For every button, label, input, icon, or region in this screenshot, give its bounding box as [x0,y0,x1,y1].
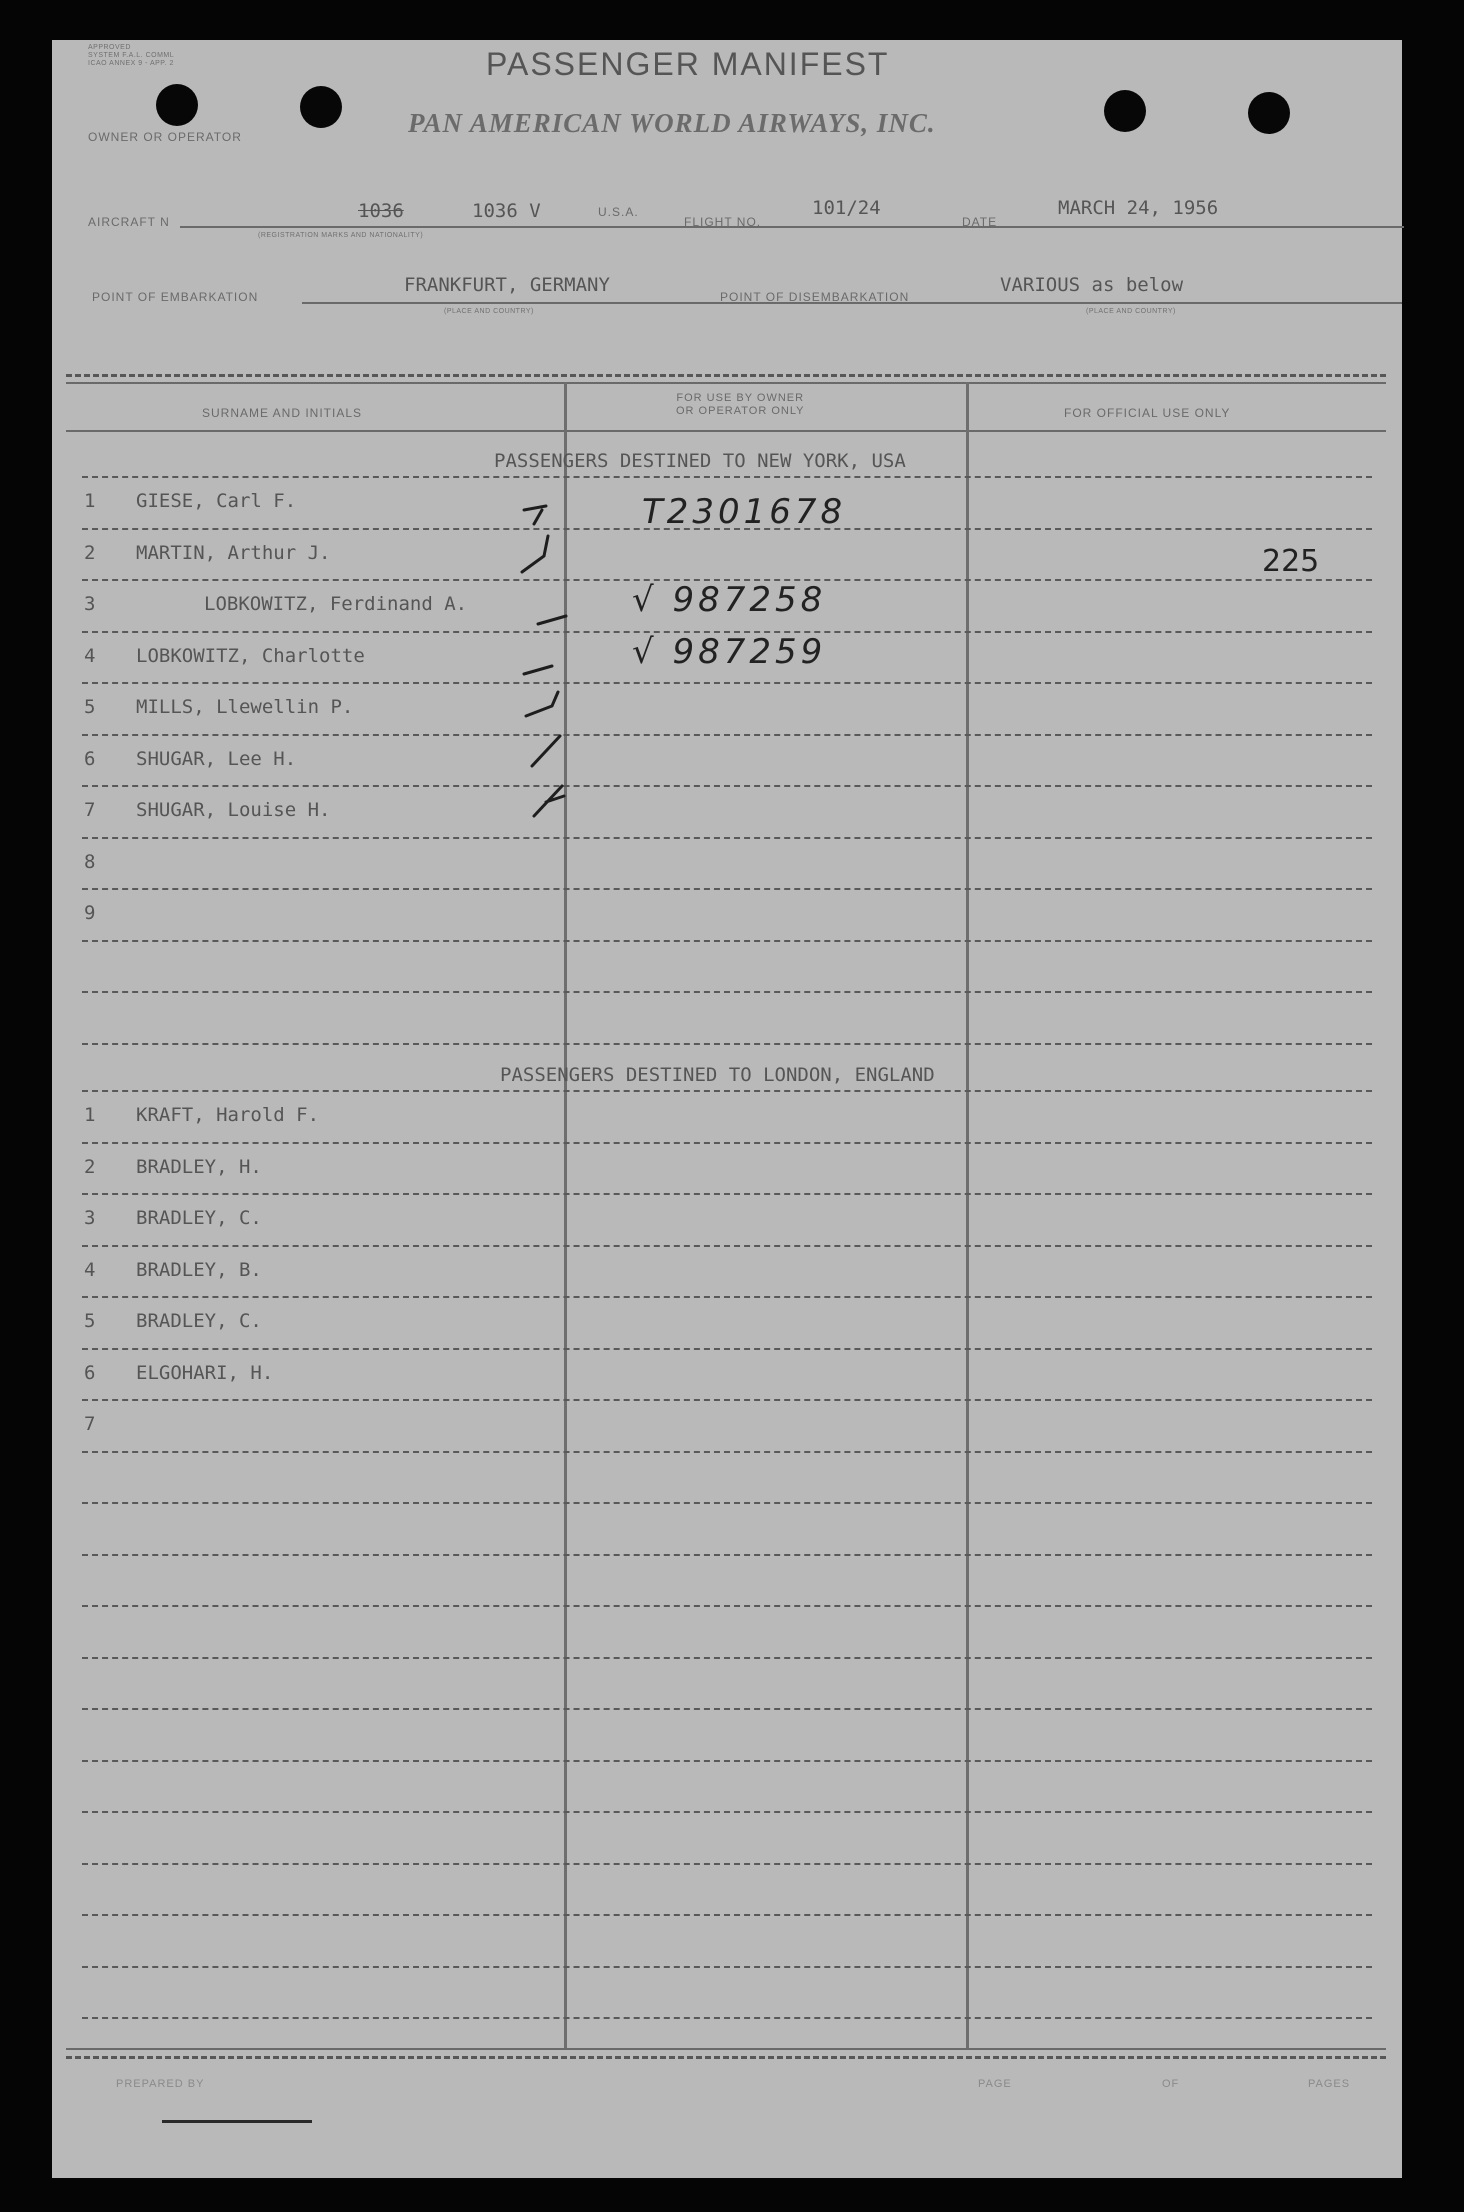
passenger-number: 4 [84,1258,96,1281]
passenger-number: 2 [84,1155,96,1178]
check-marks [512,496,572,886]
check-mark-icon [538,616,566,624]
embark-caption: (PLACE AND COUNTRY) [444,308,534,315]
aircraft-nationality: U.S.A. [598,205,639,219]
check-mark-icon [532,736,560,766]
col-official-use: FOR OFFICIAL USE ONLY [1064,406,1231,420]
passenger-name: GIESE, Carl F. [136,490,297,512]
date-value: MARCH 24, 1956 [1058,197,1219,219]
approval-line-3: ICAO ANNEX 9 - APP. 2 [88,60,174,67]
passenger-number: 8 [84,850,96,873]
check-mark-icon [524,506,546,524]
row-rule [82,940,1372,942]
passenger-name: SHUGAR, Lee H. [136,747,297,770]
row-rule [82,1399,1372,1401]
row-rule [82,682,1372,684]
row-rule [82,1296,1372,1298]
row-rule [82,1966,1372,1968]
embark-label: POINT OF EMBARKATION [92,290,259,304]
passenger-name: BRADLEY, C. [136,1207,262,1229]
check-mark-icon [526,692,558,716]
approval-stamp [88,44,174,68]
row-rule [82,2017,1372,2019]
passenger-number: 3 [84,1207,96,1229]
aircraft-caption: (REGISTRATION MARKS AND NATIONALITY) [258,232,424,239]
date-label: DATE [962,215,998,229]
approval-line-1: APPROVED [88,44,131,51]
col-owner-use-l1: FOR USE BY OWNER [676,392,805,404]
pages-label: PAGES [1308,2078,1351,2090]
row-rule [82,476,1372,478]
row-rule [82,1193,1372,1195]
row-rule [82,1863,1372,1865]
disembark-value: VARIOUS as below [1000,274,1184,296]
row-rule [82,785,1372,787]
row-rule [82,1657,1372,1659]
passenger-number: 4 [84,644,96,667]
row-rule [82,1605,1372,1607]
embark-value: FRANKFURT, GERMANY [404,274,610,296]
passenger-number: 1 [84,490,96,512]
header-rule [66,382,1386,384]
passenger-number: 9 [84,902,96,924]
passenger-number: 1 [84,1104,96,1126]
page-label: PAGE [978,2078,1012,2090]
passenger-number: 5 [84,1310,96,1332]
signature-mark [162,2120,312,2123]
row-rule [82,837,1372,839]
row-rule [82,1502,1372,1504]
column-header-rule [66,430,1386,432]
section-heading-new-york: PASSENGERS DESTINED TO NEW YORK, USA [494,450,906,472]
passenger-number: 6 [84,747,96,770]
check-mark-icon [524,666,552,674]
passenger-name: MARTIN, Arthur J. [136,541,331,564]
row-rule [82,1043,1372,1045]
punch-hole [156,84,198,126]
section-heading-london: PASSENGERS DESTINED TO LONDON, ENGLAND [500,1064,935,1086]
col-owner-use-l2: OR OPERATOR ONLY [676,405,805,417]
row-rule [82,1760,1372,1762]
footer-rule [66,2048,1386,2050]
punch-hole [1104,90,1146,132]
footer-rule [66,2056,1386,2059]
row-rule [82,991,1372,993]
row-rule [82,1348,1372,1350]
passenger-name: LOBKOWITZ, Ferdinand A. [204,593,468,615]
row-rule [82,734,1372,736]
page-title: PASSENGER MANIFEST [486,46,890,82]
row-rule [82,1811,1372,1813]
passenger-name: SHUGAR, Louise H. [136,799,331,821]
header-rule [66,374,1386,377]
disembark-label: POINT OF DISEMBARKATION [720,290,910,304]
passenger-name: LOBKOWITZ, Charlotte [136,644,365,667]
passenger-name: KRAFT, Harold F. [136,1104,320,1126]
punch-hole [300,86,342,128]
of-label: OF [1162,2078,1180,2090]
handwritten-note-row-4: √ 987259 [632,632,827,672]
check-mark-icon [522,536,548,572]
col-surname: SURNAME AND INITIALS [202,406,363,420]
row-rule [82,1090,1372,1092]
passenger-name: BRADLEY, C. [136,1310,262,1332]
handwritten-note-row-1: T2301678 [642,492,847,532]
row-rule [82,1914,1372,1916]
passenger-number: 7 [84,1413,96,1435]
passenger-name: BRADLEY, H. [136,1155,262,1178]
passenger-number: 2 [84,541,96,564]
disembark-caption: (PLACE AND COUNTRY) [1086,308,1176,315]
owner-label: OWNER OR OPERATOR [88,130,242,144]
owner-value: PAN AMERICAN WORLD AIRWAYS, INC. [408,108,936,138]
aircraft-underline [180,226,1404,228]
row-rule [82,888,1372,890]
flight-label: FLIGHT NO. [684,215,762,229]
row-rule [82,1245,1372,1247]
check-mark-icon [534,786,564,816]
approval-line-2: SYSTEM F.A.L. COMML [88,52,175,59]
passenger-number: 3 [84,593,96,615]
passenger-number: 7 [84,799,96,821]
row-rule [82,1708,1372,1710]
official-note-row-2: 225 [1262,544,1320,579]
passenger-number: 5 [84,696,96,718]
manifest-sheet [52,40,1402,2178]
flight-value: 101/24 [812,197,881,219]
row-rule [82,1451,1372,1453]
prepared-by-label: PREPARED BY [116,2078,205,2090]
aircraft-reg-struck: 1036 [358,200,404,222]
row-rule [82,1554,1372,1556]
aircraft-reg-value: 1036 V [472,200,541,222]
handwritten-note-row-3: √ 987258 [632,580,827,620]
row-rule [82,1142,1372,1144]
passenger-name: BRADLEY, B. [136,1258,262,1281]
passenger-number: 6 [84,1361,96,1384]
aircraft-label: AIRCRAFT N [88,215,170,229]
passenger-name: ELGOHARI, H. [136,1361,274,1384]
col-owner-use [676,392,804,418]
passenger-name: MILLS, Llewellin P. [136,696,354,718]
punch-hole [1248,92,1290,134]
